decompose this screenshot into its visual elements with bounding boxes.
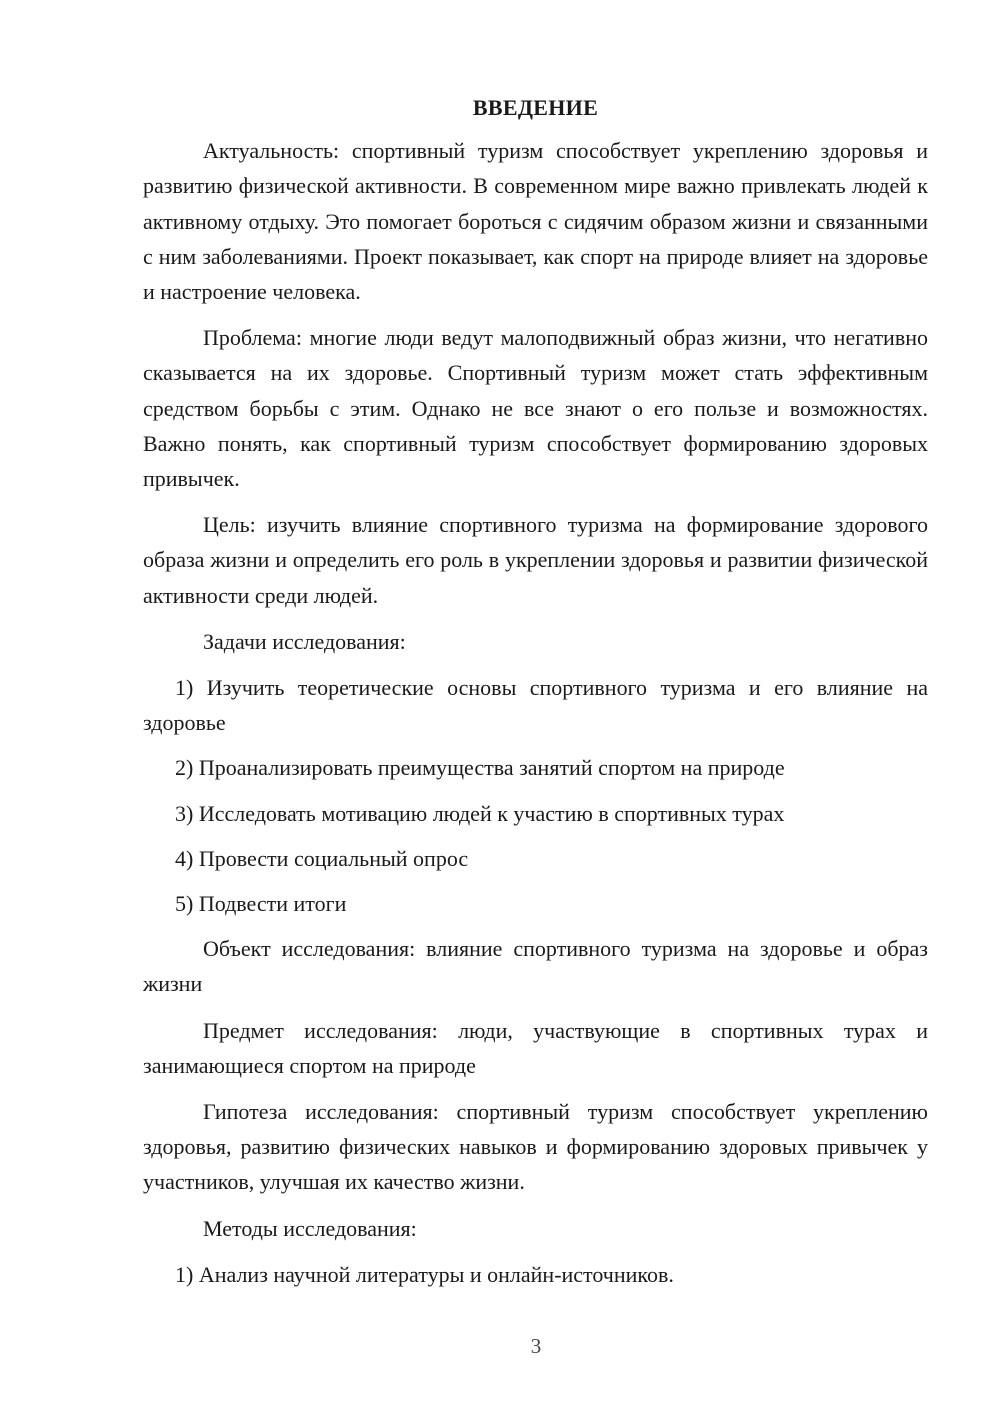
object-paragraph: Объект исследования: влияние спортивного туризма на здоровье и образ жизни [143,936,928,997]
section-title: ВВЕДЕНИЕ [472,95,599,120]
task-item: 1) Изучить теоретические основы спортивного туризма и его влияние на здоровье [143,675,928,736]
tasks-list [143,670,928,921]
task-item: 4) Провести социальный опрос [175,845,469,871]
page-number: 3 [530,1334,542,1358]
method-item: 1) Анализ научной литературы и онлайн-источников. [175,1261,674,1287]
problem-paragraph: Проблема: многие люди ведут малоподвижный образ жизни, что негативно сказывается на их здоровье. Спортивный туризм может стать эффективным средством борьбы с этим. Однако не все знают о его пользе и возможностях. Важно понять, как спортивный туризм способствует формированию здоровых привычек. [143,325,928,492]
task-item: 3) Исследовать мотивацию людей к участию в спортивных турах [175,800,785,826]
methods-list [143,1257,928,1292]
task-item: 2) Проанализировать преимущества занятий спортом на природе [175,755,785,781]
goal-paragraph: Цель: изучить влияние спортивного туризма на формирование здорового образа жизни и определить его роль в укреплении здоровья и развитии физической активности среди людей. [143,512,928,608]
subject-paragraph: Предмет исследования: люди, участвующие в спортивных турах и занимающиеся спортом на природе [143,1017,928,1078]
document-page [143,90,928,1302]
tasks-heading: Задачи исследования: [203,628,406,654]
relevance-paragraph: Актуальность: спортивный туризм способствует укреплению здоровья и развитию физической активности. В современном мире важно привлекать людей к активному отдыху. Это помогает бороться с сидячим образом жизни и связанными с ним заболеваниями. Проект показывает, как спорт на природе влияет на здоровье и настроение человека. [143,138,928,305]
task-item: 5) Подвести итоги [175,891,347,917]
methods-heading: Методы исследования: [203,1215,417,1241]
hypothesis-paragraph: Гипотеза исследования: спортивный туризм способствует укреплению здоровья, развитию физических навыков и формированию здоровых привычек у участников, улучшая их качество жизни. [143,1099,928,1195]
